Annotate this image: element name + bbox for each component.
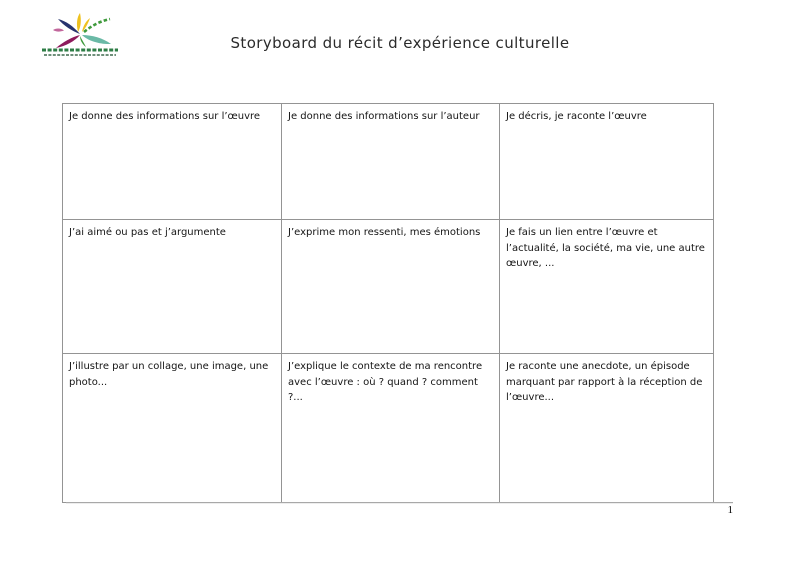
storyboard-cell-r3c3: Je raconte une anecdote, un épisode marquant par rapport à la réception de l’œuvre... bbox=[500, 354, 714, 503]
page-title: Storyboard du récit d’expérience culturelle bbox=[230, 34, 570, 52]
storyboard-cell-r3c2: J’explique le contexte de ma rencontre avec l’œuvre : où ? quand ? comment ?... bbox=[282, 354, 500, 503]
storyboard-cell-r2c2: J’exprime mon ressenti, mes émotions bbox=[282, 220, 500, 354]
storyboard-cell-r3c1: J’illustre par un collage, une image, une photo... bbox=[63, 354, 282, 503]
page-number: 1 bbox=[727, 504, 733, 516]
storyboard-table bbox=[62, 103, 714, 503]
storyboard-cell-r2c3: Je fais un lien entre l’œuvre et l’actualité, la société, ma vie, une autre œuvre, ... bbox=[500, 220, 714, 354]
table-row bbox=[63, 354, 714, 503]
storyboard-cell-r2c1: J’ai aimé ou pas et j’argumente bbox=[63, 220, 282, 354]
storyboard-cell-r1c3: Je décris, je raconte l’œuvre bbox=[500, 104, 714, 220]
storyboard-cell-r1c2: Je donne des informations sur l’auteur bbox=[282, 104, 500, 220]
table-row bbox=[63, 220, 714, 354]
table-row bbox=[63, 104, 714, 220]
storyboard-cell-r1c1: Je donne des informations sur l’œuvre bbox=[63, 104, 282, 220]
